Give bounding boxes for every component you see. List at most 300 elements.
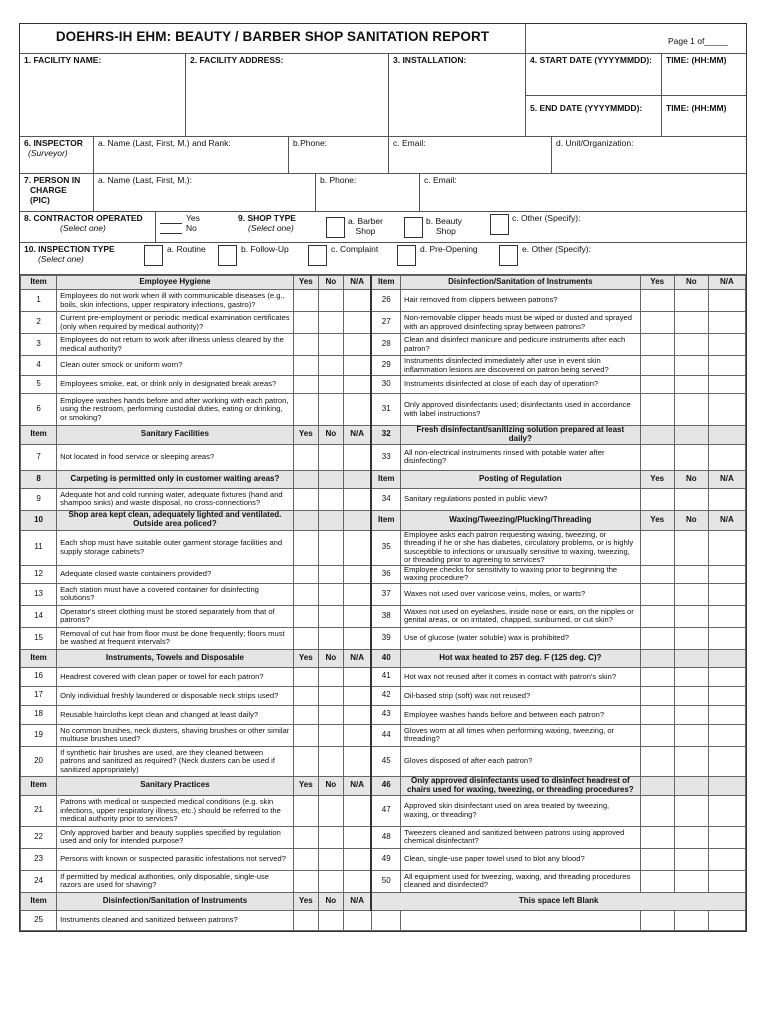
inspector-row — [20, 137, 746, 174]
answer-no-cell[interactable] — [674, 724, 708, 746]
table-row — [21, 667, 746, 686]
answer-no-cell[interactable] — [318, 488, 343, 510]
answer-no-cell[interactable] — [318, 627, 343, 649]
item-number: 11 — [21, 530, 57, 565]
answer-yes-cell[interactable] — [640, 627, 674, 649]
item-number: 17 — [21, 686, 57, 705]
section-header: Sanitary Facilities — [57, 426, 294, 445]
answer-no-cell[interactable] — [674, 795, 708, 826]
shop-barber-checkbox[interactable] — [326, 217, 345, 238]
answer-na-cell[interactable] — [343, 376, 371, 394]
item-question: Only individual freshly laundered or disposable neck strips used? — [57, 686, 294, 705]
item-number: 47 — [371, 795, 400, 826]
inspector-unit-field[interactable]: d. Unit/Organization: — [556, 138, 634, 148]
inspection-followup-checkbox[interactable] — [218, 245, 237, 266]
answer-yes-cell[interactable] — [293, 312, 318, 334]
contractor-no-line[interactable] — [160, 225, 182, 234]
contractor-no-option[interactable] — [160, 224, 230, 234]
answer-na-cell[interactable] — [708, 627, 745, 649]
answer-yes-cell[interactable] — [293, 848, 318, 870]
section-header: Employee Hygiene — [57, 276, 294, 290]
inspection-other-option[interactable] — [495, 243, 746, 274]
answer-na-cell[interactable] — [343, 488, 371, 510]
answer-no-cell[interactable] — [674, 444, 708, 470]
inspection-complaint-label: c. Complaint — [331, 244, 379, 254]
table-row — [21, 686, 746, 705]
answer-yes-cell[interactable] — [293, 826, 318, 848]
answer-no-cell[interactable] — [674, 488, 708, 510]
answer-no-cell[interactable] — [318, 583, 343, 605]
col-item-header: Item — [371, 510, 400, 530]
inspection-routine-option[interactable] — [140, 243, 214, 274]
start-time-field[interactable]: TIME: (HH:MM) — [666, 55, 727, 65]
answer-yes-cell[interactable] — [640, 583, 674, 605]
item-question: If permitted by medical authorities, only disposable, single-use razors are used for shaving? — [57, 870, 294, 892]
answer-no-cell[interactable] — [318, 470, 343, 488]
answer-yes-cell[interactable] — [640, 290, 674, 312]
item-question: Employees do not return to work after illness unless cleared by the medical authority? — [57, 334, 294, 356]
answer-yes-cell[interactable] — [640, 705, 674, 724]
shop-beauty-option[interactable] — [400, 212, 486, 242]
item-number: 14 — [21, 605, 57, 627]
answer-yes-cell[interactable] — [640, 426, 674, 445]
pic-label — [20, 174, 94, 211]
answer-yes-cell[interactable] — [293, 746, 318, 776]
answer-na-cell[interactable] — [708, 334, 745, 356]
item-question: Employee washes hands before and after working with each patron, using the restroom, performing custodial duties, eating or drinking, or smoking? — [57, 394, 294, 426]
answer-na-cell[interactable] — [708, 746, 745, 776]
answer-yes-cell[interactable] — [640, 394, 674, 426]
item-question: Operator's street clothing must be stored separately from that of patrons? — [57, 605, 294, 627]
answer-no-cell[interactable] — [318, 376, 343, 394]
item-question: Gloves worn at all times when performing waxing, tweezing, or threading? — [401, 724, 641, 746]
answer-yes-cell[interactable] — [293, 667, 318, 686]
section-header: Disinfection/Sanitation of Instruments — [401, 276, 641, 290]
col-no-header: No — [318, 776, 343, 795]
item-question: Waxes not used over varicose veins, moles, or warts? — [401, 583, 641, 605]
inspection-other-checkbox[interactable] — [499, 245, 518, 266]
answer-yes-cell[interactable] — [293, 470, 318, 488]
table-row — [21, 276, 746, 290]
page-number: Page 1 of_____ — [667, 36, 728, 46]
answer-na-cell[interactable] — [708, 356, 745, 376]
end-date-field[interactable]: 5. END DATE (YYYYMMDD): — [526, 96, 662, 137]
answer-no-cell[interactable] — [674, 565, 708, 583]
answer-no-cell[interactable] — [674, 426, 708, 445]
table-row — [21, 565, 746, 583]
answer-no-cell[interactable] — [318, 910, 343, 930]
answer-na-cell[interactable] — [708, 444, 745, 470]
answer-no-cell[interactable] — [318, 826, 343, 848]
answer-na-cell[interactable] — [343, 627, 371, 649]
answer-no-cell[interactable] — [318, 667, 343, 686]
answer-na-cell[interactable] — [708, 290, 745, 312]
item-number: 20 — [21, 746, 57, 776]
answer-yes-cell[interactable] — [640, 746, 674, 776]
table-row — [21, 488, 746, 510]
inspector-email-field[interactable]: c. Email: — [389, 137, 552, 173]
answer-no-cell[interactable] — [674, 667, 708, 686]
answer-yes-cell[interactable] — [293, 565, 318, 583]
facility-name-field[interactable]: 1. FACILITY NAME: — [20, 54, 186, 136]
answer-no-cell[interactable] — [674, 776, 708, 795]
answer-yes-cell[interactable] — [293, 686, 318, 705]
shop-beauty-label: b. Beauty — [426, 216, 462, 227]
answer-no-cell[interactable] — [674, 605, 708, 627]
answer-no-cell[interactable] — [674, 394, 708, 426]
item-number: 5 — [21, 376, 57, 394]
col-item-header: Item — [21, 426, 57, 445]
shop-barber-text — [345, 217, 383, 237]
item-number: 24 — [21, 870, 57, 892]
inspection-complaint-option[interactable] — [304, 243, 393, 274]
pic-title-2: CHARGE (PIC) — [30, 184, 67, 205]
answer-no-cell[interactable] — [318, 605, 343, 627]
inspection-preopening-label: d. Pre-Opening — [420, 244, 478, 254]
col-na-header: N/A — [343, 649, 371, 667]
answer-yes-cell[interactable] — [293, 488, 318, 510]
answer-no-cell[interactable] — [674, 826, 708, 848]
answer-na-cell[interactable] — [343, 667, 371, 686]
answer-na-cell[interactable] — [343, 705, 371, 724]
table-row — [21, 910, 746, 930]
answer-yes-cell[interactable] — [293, 290, 318, 312]
answer-na-cell[interactable] — [343, 530, 371, 565]
end-time-field[interactable]: TIME: (HH:MM) — [666, 102, 727, 113]
answer-no-cell[interactable] — [318, 870, 343, 892]
col-yes-header: Yes — [293, 276, 318, 290]
answer-yes-cell[interactable] — [640, 356, 674, 376]
answer-na-cell[interactable] — [343, 334, 371, 356]
answer-yes-cell[interactable] — [293, 334, 318, 356]
answer-na-cell[interactable] — [708, 795, 745, 826]
item-number: 7 — [21, 444, 57, 470]
answer-na-cell[interactable] — [708, 826, 745, 848]
item-number: 50 — [371, 870, 400, 892]
item-question: Use of glucose (water soluble) wax is prohibited? — [401, 627, 641, 649]
answer-na-cell[interactable] — [708, 312, 745, 334]
answer-no-cell[interactable] — [674, 649, 708, 667]
empty-cell — [401, 910, 641, 930]
pic-email-field[interactable]: c. Email: — [424, 175, 457, 185]
inspection-preopening-option[interactable] — [393, 243, 495, 274]
answer-yes-cell[interactable] — [293, 910, 318, 930]
answer-na-cell[interactable] — [708, 426, 745, 445]
table-row — [21, 334, 746, 356]
answer-no-cell[interactable] — [318, 444, 343, 470]
inspection-followup-label: b. Follow-Up — [241, 244, 289, 254]
answer-na-cell[interactable] — [343, 724, 371, 746]
inspector-phone-field[interactable]: b.Phone: — [289, 137, 389, 173]
answer-no-cell[interactable] — [674, 290, 708, 312]
item-question: Instruments cleaned and sanitized between patrons? — [57, 910, 294, 930]
answer-na-cell[interactable] — [343, 312, 371, 334]
item-number: 8 — [21, 470, 57, 488]
answer-na-cell[interactable] — [708, 686, 745, 705]
answer-na-cell[interactable] — [708, 705, 745, 724]
col-item-header: Item — [371, 470, 400, 488]
answer-yes-cell[interactable] — [640, 488, 674, 510]
answer-yes-cell[interactable] — [293, 356, 318, 376]
inspection-routine-checkbox[interactable] — [144, 245, 163, 266]
answer-no-cell[interactable] — [318, 356, 343, 376]
item-question: All equipment used for tweezing, waxing, and threading procedures cleaned and disinfected? — [401, 870, 641, 892]
answer-na-cell[interactable] — [708, 376, 745, 394]
answer-na-cell[interactable] — [708, 605, 745, 627]
answer-na-cell[interactable] — [343, 394, 371, 426]
answer-na-cell[interactable] — [343, 870, 371, 892]
answer-yes-cell[interactable] — [640, 605, 674, 627]
item-number: 21 — [21, 795, 57, 826]
contractor-yes-line[interactable] — [160, 215, 182, 224]
item-question: Gloves disposed of after each patron? — [401, 746, 641, 776]
answer-no-cell[interactable] — [318, 848, 343, 870]
answer-na-cell[interactable] — [708, 724, 745, 746]
answer-no-cell[interactable] — [318, 686, 343, 705]
col-yes-header: Yes — [293, 649, 318, 667]
answer-no-cell[interactable] — [318, 510, 343, 530]
answer-na-cell[interactable] — [343, 746, 371, 776]
shop-type-label — [234, 212, 322, 242]
report-title: DOEHRS-IH EHM: BEAUTY / BARBER SHOP SANITATION REPORT — [20, 24, 526, 53]
shop-other-checkbox[interactable] — [490, 214, 509, 235]
table-row — [21, 892, 746, 910]
col-yes-header: Yes — [640, 470, 674, 488]
answer-no-cell[interactable] — [674, 705, 708, 724]
item-question: Clean, single-use paper towel used to blot any blood? — [401, 848, 641, 870]
item-number: 26 — [371, 290, 400, 312]
answer-no-cell[interactable] — [674, 376, 708, 394]
answer-yes-cell[interactable] — [640, 795, 674, 826]
answer-yes-cell[interactable] — [293, 394, 318, 426]
item-number: 38 — [371, 605, 400, 627]
answer-yes-cell[interactable] — [640, 667, 674, 686]
start-date-field[interactable]: 4. START DATE (YYYYMMDD): — [526, 54, 662, 95]
inspection-type-label — [20, 243, 140, 274]
answer-no-cell[interactable] — [318, 565, 343, 583]
answer-na-cell[interactable] — [708, 583, 745, 605]
answer-na-cell[interactable] — [343, 795, 371, 826]
shop-beauty-checkbox[interactable] — [404, 217, 423, 238]
section-header: Disinfection/Sanitation of Instruments — [57, 892, 294, 910]
answer-yes-cell[interactable] — [640, 565, 674, 583]
col-no-header: No — [318, 276, 343, 290]
item-question: Only approved disinfectants used; disinfectants used in accordance with label instructions? — [401, 394, 641, 426]
answer-na-cell[interactable] — [708, 870, 745, 892]
pic-name-field[interactable]: a. Name (Last, First, M.): — [94, 174, 316, 211]
facility-row — [20, 54, 746, 137]
inspection-routine-label: a. Routine — [167, 244, 206, 254]
answer-no-cell[interactable] — [318, 705, 343, 724]
item-question: Sanitary regulations posted in public view? — [401, 488, 641, 510]
answer-yes-cell[interactable] — [293, 705, 318, 724]
facility-address-field[interactable]: 2. FACILITY ADDRESS: — [186, 54, 389, 136]
answer-yes-cell[interactable] — [293, 583, 318, 605]
answer-yes-cell[interactable] — [293, 510, 318, 530]
answer-yes-cell[interactable] — [640, 826, 674, 848]
answer-no-cell[interactable] — [318, 290, 343, 312]
item-question: Patrons with medical or suspected medical conditions (e.g. skin infections, upper respiratory illness, etc.) should be referred to the medical authority prior to services? — [57, 795, 294, 826]
answer-yes-cell[interactable] — [293, 795, 318, 826]
answer-yes-cell[interactable] — [293, 530, 318, 565]
item-number: 44 — [371, 724, 400, 746]
col-yes-header: Yes — [293, 426, 318, 445]
item-question: Hot wax heated to 257 deg. F (125 deg. C)? — [401, 649, 641, 667]
item-number: 16 — [21, 667, 57, 686]
item-question: Tweezers cleaned and sanitized between patrons using approved chemical disinfectant? — [401, 826, 641, 848]
contractor-sub: (Select one) — [60, 222, 106, 233]
contractor-no-label: No — [186, 222, 197, 233]
item-number: 30 — [371, 376, 400, 394]
item-question: Hot wax not reused after it comes in contact with patron's skin? — [401, 667, 641, 686]
answer-na-cell[interactable] — [708, 394, 745, 426]
item-question: Fresh disinfectant/sanitizing solution prepared at least daily? — [401, 426, 641, 445]
answer-na-cell[interactable] — [343, 686, 371, 705]
answer-no-cell[interactable] — [674, 356, 708, 376]
answer-na-cell[interactable] — [343, 510, 371, 530]
answer-yes-cell[interactable] — [640, 848, 674, 870]
col-item-header: Item — [21, 649, 57, 667]
shop-other-option[interactable] — [486, 212, 744, 242]
table-row — [21, 870, 746, 892]
answer-na-cell[interactable] — [343, 910, 371, 930]
item-question: Instruments disinfected immediately after use in event skin inflammation lesions are discovered on patron being served? — [401, 356, 641, 376]
shop-other-label: c. Other (Specify): — [512, 213, 581, 223]
answer-no-cell[interactable] — [674, 746, 708, 776]
answer-na-cell[interactable] — [343, 605, 371, 627]
item-question: Not located in food service or sleeping areas? — [57, 444, 294, 470]
item-question: Adequate hot and cold running water, adequate fixtures (hand and shampoo sinks) and waste disposal, no cross-connections? — [57, 488, 294, 510]
item-question: Employee asks each patron requesting waxing, tweezing, or threading if he or she has diabetes, circulatory problems, or is highly susceptible to infections or unusually sensitive to waxing, tweezing, or threading prior to agreeing to services? — [401, 530, 641, 565]
answer-no-cell[interactable] — [674, 870, 708, 892]
inspector-sub: (Surveyor) — [28, 147, 68, 158]
answer-yes-cell[interactable] — [293, 605, 318, 627]
inspection-preopening-checkbox[interactable] — [397, 245, 416, 266]
answer-yes-cell[interactable] — [640, 376, 674, 394]
item-question: Oil-based strip (soft) wax not reused? — [401, 686, 641, 705]
item-number: 40 — [371, 649, 400, 667]
item-number: 36 — [371, 565, 400, 583]
answer-no-cell[interactable] — [674, 583, 708, 605]
answer-na-cell[interactable] — [708, 530, 745, 565]
pic-row — [20, 174, 746, 212]
answer-na-cell[interactable] — [343, 470, 371, 488]
empty-cell — [674, 910, 708, 930]
answer-na-cell[interactable] — [343, 848, 371, 870]
answer-na-cell[interactable] — [708, 667, 745, 686]
items-table — [20, 275, 746, 931]
answer-yes-cell[interactable] — [293, 627, 318, 649]
answer-no-cell[interactable] — [674, 312, 708, 334]
col-no-header: No — [318, 426, 343, 445]
empty-cell — [640, 910, 674, 930]
answer-no-cell[interactable] — [674, 530, 708, 565]
col-item-header: Item — [371, 276, 400, 290]
answer-no-cell[interactable] — [318, 530, 343, 565]
col-yes-header: Yes — [293, 776, 318, 795]
table-row — [21, 444, 746, 470]
inspector-title: 6. INSPECTOR — [24, 138, 83, 148]
answer-na-cell[interactable] — [343, 583, 371, 605]
table-row — [21, 583, 746, 605]
answer-no-cell[interactable] — [674, 848, 708, 870]
item-number: 23 — [21, 848, 57, 870]
answer-no-cell[interactable] — [318, 334, 343, 356]
table-row — [21, 530, 746, 565]
installation-field[interactable]: 3. INSTALLATION: — [389, 54, 526, 136]
sanitation-report-form — [19, 23, 747, 932]
answer-no-cell[interactable] — [674, 686, 708, 705]
answer-na-cell[interactable] — [708, 649, 745, 667]
answer-yes-cell[interactable] — [640, 530, 674, 565]
answer-yes-cell[interactable] — [293, 870, 318, 892]
answer-na-cell[interactable] — [343, 356, 371, 376]
item-question: Carpeting is permitted only in customer waiting areas? — [57, 470, 294, 488]
table-row — [21, 776, 746, 795]
contractor-title: 8. CONTRACTOR OPERATED — [24, 213, 143, 223]
answer-yes-cell[interactable] — [640, 312, 674, 334]
shop-type-sub: (Select one) — [248, 222, 294, 233]
pic-phone-field[interactable]: b. Phone: — [316, 174, 420, 211]
answer-yes-cell[interactable] — [293, 376, 318, 394]
inspector-name-field[interactable]: a. Name (Last, First, M.) and Rank: — [94, 137, 289, 173]
answer-yes-cell[interactable] — [640, 776, 674, 795]
answer-no-cell[interactable] — [318, 724, 343, 746]
answer-yes-cell[interactable] — [640, 334, 674, 356]
answer-na-cell[interactable] — [343, 444, 371, 470]
answer-na-cell[interactable] — [708, 848, 745, 870]
item-number: 37 — [371, 583, 400, 605]
answer-yes-cell[interactable] — [640, 724, 674, 746]
col-no-header: No — [318, 892, 343, 910]
item-question: Approved skin disinfectant used on area treated by tweezing, waxing, or threading? — [401, 795, 641, 826]
answer-no-cell[interactable] — [318, 795, 343, 826]
answer-na-cell[interactable] — [708, 776, 745, 795]
contractor-yes-label: Yes — [186, 213, 200, 223]
answer-yes-cell[interactable] — [293, 444, 318, 470]
answer-no-cell[interactable] — [318, 746, 343, 776]
answer-na-cell[interactable] — [708, 565, 745, 583]
item-number: 9 — [21, 488, 57, 510]
answer-no-cell[interactable] — [674, 627, 708, 649]
answer-na-cell[interactable] — [343, 290, 371, 312]
item-question: Reusable haircloths kept clean and changed at least daily? — [57, 705, 294, 724]
item-number: 33 — [371, 444, 400, 470]
inspection-complaint-checkbox[interactable] — [308, 245, 327, 266]
inspector-label — [20, 137, 94, 173]
table-row — [21, 649, 746, 667]
table-row — [21, 724, 746, 746]
answer-na-cell[interactable] — [708, 488, 745, 510]
answer-no-cell[interactable] — [318, 394, 343, 426]
answer-yes-cell[interactable] — [640, 686, 674, 705]
answer-na-cell[interactable] — [343, 565, 371, 583]
answer-yes-cell[interactable] — [640, 444, 674, 470]
answer-yes-cell[interactable] — [640, 649, 674, 667]
item-number: 29 — [371, 356, 400, 376]
answer-no-cell[interactable] — [318, 312, 343, 334]
shop-barber-option[interactable] — [322, 212, 400, 242]
item-question: Employee washes hands before and between each patron? — [401, 705, 641, 724]
answer-na-cell[interactable] — [343, 826, 371, 848]
answer-yes-cell[interactable] — [640, 870, 674, 892]
answer-yes-cell[interactable] — [293, 724, 318, 746]
inspection-other-label: e. Other (Specify): — [522, 244, 591, 254]
answer-no-cell[interactable] — [674, 334, 708, 356]
inspection-followup-option[interactable] — [214, 243, 304, 274]
item-question: Waxes not used on eyelashes, inside nose or ears, on the nipples or genital areas, or on irritated, chapped, sunburned, or cut skin? — [401, 605, 641, 627]
empty-cell — [708, 910, 745, 930]
